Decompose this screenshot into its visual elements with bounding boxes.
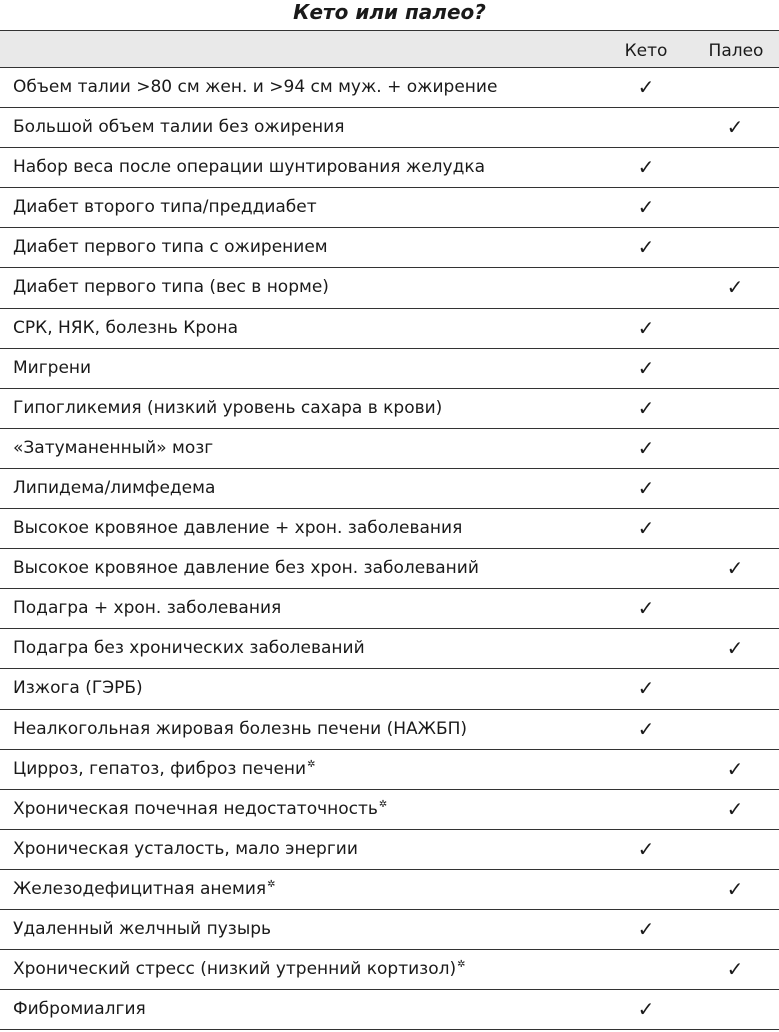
keto-checkmark-icon: ✓ [637, 475, 655, 500]
condition-label [13, 990, 146, 1029]
condition-label [13, 549, 479, 588]
condition-label [13, 228, 328, 267]
condition-label [13, 750, 315, 789]
condition-label [13, 108, 344, 147]
condition-label [13, 509, 462, 548]
keto-checkmark-icon: ✓ [637, 155, 655, 180]
paleo-checkmark-icon: ✓ [726, 876, 744, 901]
condition-text: Подагра без хронических заболеваний [13, 638, 365, 659]
condition-text: Изжога (ГЭРБ) [13, 678, 143, 699]
condition-text: Цирроз, гепатоз, фиброз печени [13, 758, 307, 779]
table-body [0, 68, 779, 1030]
comparison-table [0, 30, 779, 1030]
condition-text: «Затуманенный» мозг [13, 437, 214, 458]
table-row [0, 389, 779, 429]
table-row [0, 309, 779, 349]
page-title: Кето или палео? [293, 0, 486, 24]
condition-text: Диабет второго типа/преддиабет [13, 197, 317, 218]
keto-checkmark-icon: ✓ [637, 195, 655, 220]
condition-text: Хроническая усталость, мало энергии [13, 838, 358, 859]
paleo-checkmark-icon: ✓ [726, 636, 744, 661]
table-row [0, 750, 779, 790]
table-row [0, 950, 779, 990]
condition-text: Липидема/лимфедема [13, 477, 216, 498]
condition-text: СРК, НЯК, болезнь Крона [13, 317, 239, 338]
condition-text: Железодефицитная анемия [13, 878, 267, 899]
table-row [0, 790, 779, 830]
table-header [0, 30, 779, 68]
condition-label [13, 870, 276, 909]
keto-checkmark-icon: ✓ [637, 355, 655, 380]
table-row [0, 870, 779, 910]
condition-text: Гипогликемия (низкий уровень сахара в крови) [13, 397, 443, 418]
condition-label [13, 710, 467, 749]
condition-text: Диабет первого типа с ожирением [13, 237, 328, 258]
condition-label [13, 429, 213, 468]
condition-label [13, 830, 358, 869]
table-row [0, 669, 779, 709]
footnote-mark-icon: ✲ [378, 799, 388, 811]
keto-checkmark-icon: ✓ [637, 75, 655, 99]
condition-text: Высокое кровяное давление + хрон. заболевания [13, 518, 463, 539]
condition-text: Большой объем талии без ожирения [13, 117, 345, 138]
condition-label [13, 950, 466, 989]
keto-checkmark-icon: ✓ [637, 516, 655, 541]
condition-label [13, 349, 91, 388]
paleo-checkmark-icon: ✓ [726, 796, 744, 821]
keto-checkmark-icon: ✓ [637, 235, 655, 260]
keto-checkmark-icon: ✓ [637, 836, 655, 861]
paleo-checkmark-icon: ✓ [726, 756, 744, 781]
keto-checkmark-icon: ✓ [637, 676, 655, 701]
condition-text: Неалкогольная жировая болезнь печени (НАЖБП) [13, 718, 468, 739]
paleo-checkmark-icon: ✓ [726, 556, 744, 581]
keto-checkmark-icon: ✓ [637, 435, 655, 460]
condition-label [13, 629, 365, 668]
table-row [0, 188, 779, 228]
footnote-mark-icon: ✲ [457, 959, 466, 971]
table-row [0, 629, 779, 669]
keto-checkmark-icon: ✓ [637, 716, 655, 741]
paleo-checkmark-icon: ✓ [726, 275, 744, 300]
condition-text: Хроническая почечная недостаточность [13, 798, 378, 819]
condition-label [13, 589, 281, 628]
condition-text: Подагра + хрон. заболевания [13, 598, 282, 619]
condition-label [13, 669, 143, 708]
condition-text: Фибромиалгия [13, 999, 146, 1020]
condition-text: Хронический стресс (низкий утренний кортизол) [13, 959, 457, 980]
condition-label [13, 148, 485, 187]
keto-checkmark-icon: ✓ [637, 916, 655, 941]
keto-checkmark-icon: ✓ [637, 596, 655, 621]
paleo-checkmark-icon: ✓ [726, 115, 744, 140]
table-row [0, 910, 779, 950]
condition-label [13, 68, 497, 107]
keto-checkmark-icon: ✓ [637, 997, 655, 1022]
condition-text: Объем талии >80 см жен. и >94 см муж. + ожирение [13, 77, 498, 97]
condition-text: Набор веса после операции шунтирования желудка [13, 157, 486, 178]
table-row [0, 429, 779, 469]
paleo-checkmark-icon: ✓ [726, 957, 744, 982]
table-row [0, 469, 779, 509]
column-header-paleo: Палео [708, 41, 764, 61]
condition-label [13, 910, 271, 949]
table-row [0, 68, 779, 108]
condition-label [13, 309, 238, 348]
table-row [0, 990, 779, 1030]
condition-label [13, 469, 215, 508]
keto-checkmark-icon: ✓ [637, 395, 655, 420]
footnote-mark-icon: ✲ [307, 758, 316, 770]
table-row [0, 589, 779, 629]
condition-text: Удаленный желчный пузырь [13, 918, 272, 939]
table-row [0, 830, 779, 870]
table-row [0, 549, 779, 589]
condition-label [13, 268, 329, 307]
condition-text: Мигрени [13, 357, 92, 378]
condition-label [13, 188, 317, 227]
condition-text: Высокое кровяное давление без хрон. заболеваний [13, 558, 479, 579]
keto-checkmark-icon: ✓ [637, 315, 655, 340]
condition-label [13, 790, 387, 829]
column-header-keto: Кето [624, 41, 668, 61]
condition-label [13, 389, 442, 428]
table-row [0, 509, 779, 549]
table-row [0, 349, 779, 389]
table-row [0, 268, 779, 308]
table-row [0, 710, 779, 750]
table-row [0, 228, 779, 268]
table-row [0, 108, 779, 148]
footnote-mark-icon: ✲ [267, 879, 276, 891]
condition-text: Диабет первого типа (вес в норме) [13, 277, 329, 298]
table-row [0, 148, 779, 188]
